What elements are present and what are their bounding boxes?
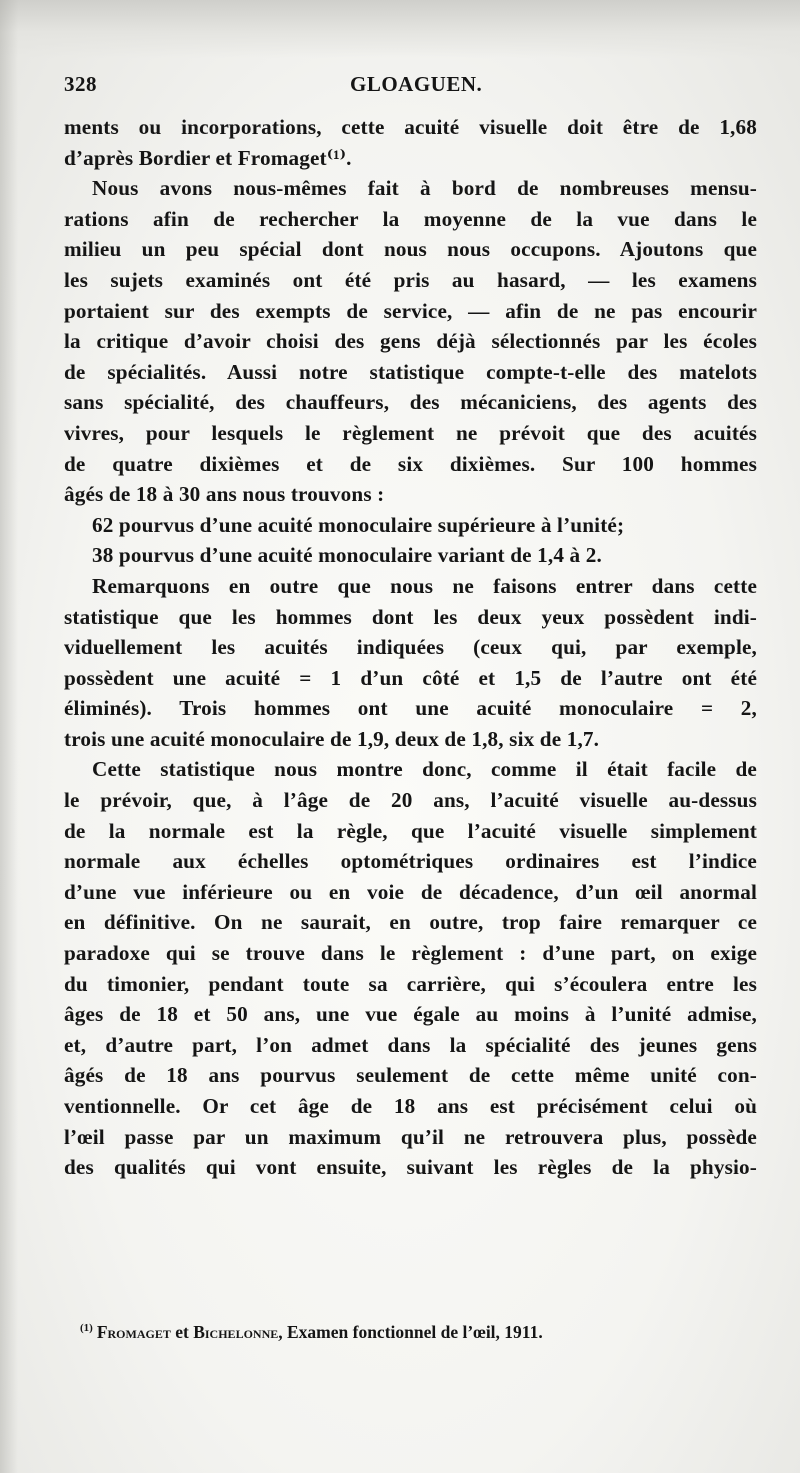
footnote-author-1: Fromaget [96, 1322, 171, 1342]
text-line: ments ou incorporations, cette acuité visuelle doit être de 1,68 [64, 115, 757, 139]
text-line: Remarquons en outre que nous ne faisons entrer dans cette [92, 573, 757, 598]
scan-shadow-left [0, 0, 18, 1473]
footnote-connector: et [175, 1322, 189, 1342]
footnote-marker: (1) [80, 1322, 93, 1334]
text-line: viduellement les acuités indiquées (ceux qui, par exemple, [64, 635, 757, 660]
text-line: sans spécialité, des chauffeurs, des mécaniciens, des agents des [64, 390, 757, 415]
text-line: âges de 18 et 50 ans, une vue égale au moins à l’unité admise, [64, 1002, 757, 1027]
text-line: possèdent une acuité = 1 d’un côté et 1,5 de l’autre ont été [64, 665, 757, 690]
text-line: d’après Bordier et Fromaget⁽¹⁾. [64, 145, 352, 170]
text-line: de spécialités. Aussi notre statistique compte-t-elle des matelots [64, 359, 757, 384]
text-line: la critique d’avoir choisi des gens déjà sélectionnés par les écoles [64, 329, 757, 354]
text-line: de la normale est la règle, que l’acuité visuelle simplement [64, 818, 757, 843]
header-title: GLOAGUEN. [350, 72, 483, 96]
text-line: Nous avons nous-mêmes fait à bord de nombreuses mensu- [92, 176, 757, 201]
text-line: normale aux échelles optométriques ordinaires est l’indice [64, 849, 757, 874]
text-line: portaient sur des exempts de service, — afin de ne pas encourir [64, 298, 757, 323]
text-line: d’une vue inférieure ou en voie de décadence, d’un œil anormal [64, 879, 757, 904]
text-line: milieu un peu spécial dont nous nous occupons. Ajoutons que [64, 237, 757, 262]
body-text [64, 112, 757, 1183]
footnote [80, 1322, 543, 1343]
text-line: âgés de 18 ans pourvus seulement de cette même unité con- [64, 1063, 757, 1088]
footnote-reference: , Examen fonctionnel de l’œil, 1911. [278, 1322, 543, 1342]
text-line: rations afin de rechercher la moyenne de la vue dans le [64, 206, 757, 231]
text-line: 38 pourvus d’une acuité monoculaire variant de 1,4 à 2. [92, 543, 602, 568]
text-line: trois une acuité monoculaire de 1,9, deux de 1,8, six de 1,7. [64, 726, 600, 751]
text-line: éliminés). Trois hommes ont une acuité monoculaire = 2, [64, 696, 757, 721]
text-line: Cette statistique nous montre donc, comme il était facile de [92, 757, 757, 782]
text-line: en définitive. On ne saurait, en outre, trop faire remarquer ce [64, 910, 757, 935]
page-number: 328 [64, 72, 97, 96]
text-line: et, d’autre part, l’on admet dans la spécialité des jeunes gens [64, 1032, 757, 1057]
text-line: l’œil passe par un maximum qu’il ne retrouvera plus, possède [64, 1124, 757, 1149]
text-line: du timonier, pendant toute sa carrière, qui s’écoulera entre les [64, 971, 757, 996]
text-line: paradoxe qui se trouve dans le règlement : d’une part, on exige [64, 941, 757, 966]
text-line: les sujets examinés ont été pris au hasard, — les examens [64, 267, 757, 292]
text-line: ventionnelle. Or cet âge de 18 ans est précisément celui où [64, 1094, 757, 1118]
text-line: âgés de 18 à 30 ans nous trouvons : [64, 482, 385, 507]
scan-shadow-top [0, 0, 800, 58]
text-line: de quatre dixièmes et de six dixièmes. Sur 100 hommes [64, 451, 757, 476]
running-head [64, 72, 744, 102]
text-line: le prévoir, que, à l’âge de 20 ans, l’acuité visuelle au-dessus [64, 788, 757, 813]
text-line: vivres, pour lesquels le règlement ne prévoit que des acuités [64, 420, 757, 445]
text-line: 62 pourvus d’une acuité monoculaire supérieure à l’unité; [92, 512, 625, 537]
footnote-author-2: Bichelonne [193, 1322, 279, 1342]
text-line: statistique que les hommes dont les deux yeux possèdent indi- [64, 604, 757, 629]
text-line: des qualités qui vont ensuite, suivant les règles de la physio- [64, 1155, 757, 1180]
